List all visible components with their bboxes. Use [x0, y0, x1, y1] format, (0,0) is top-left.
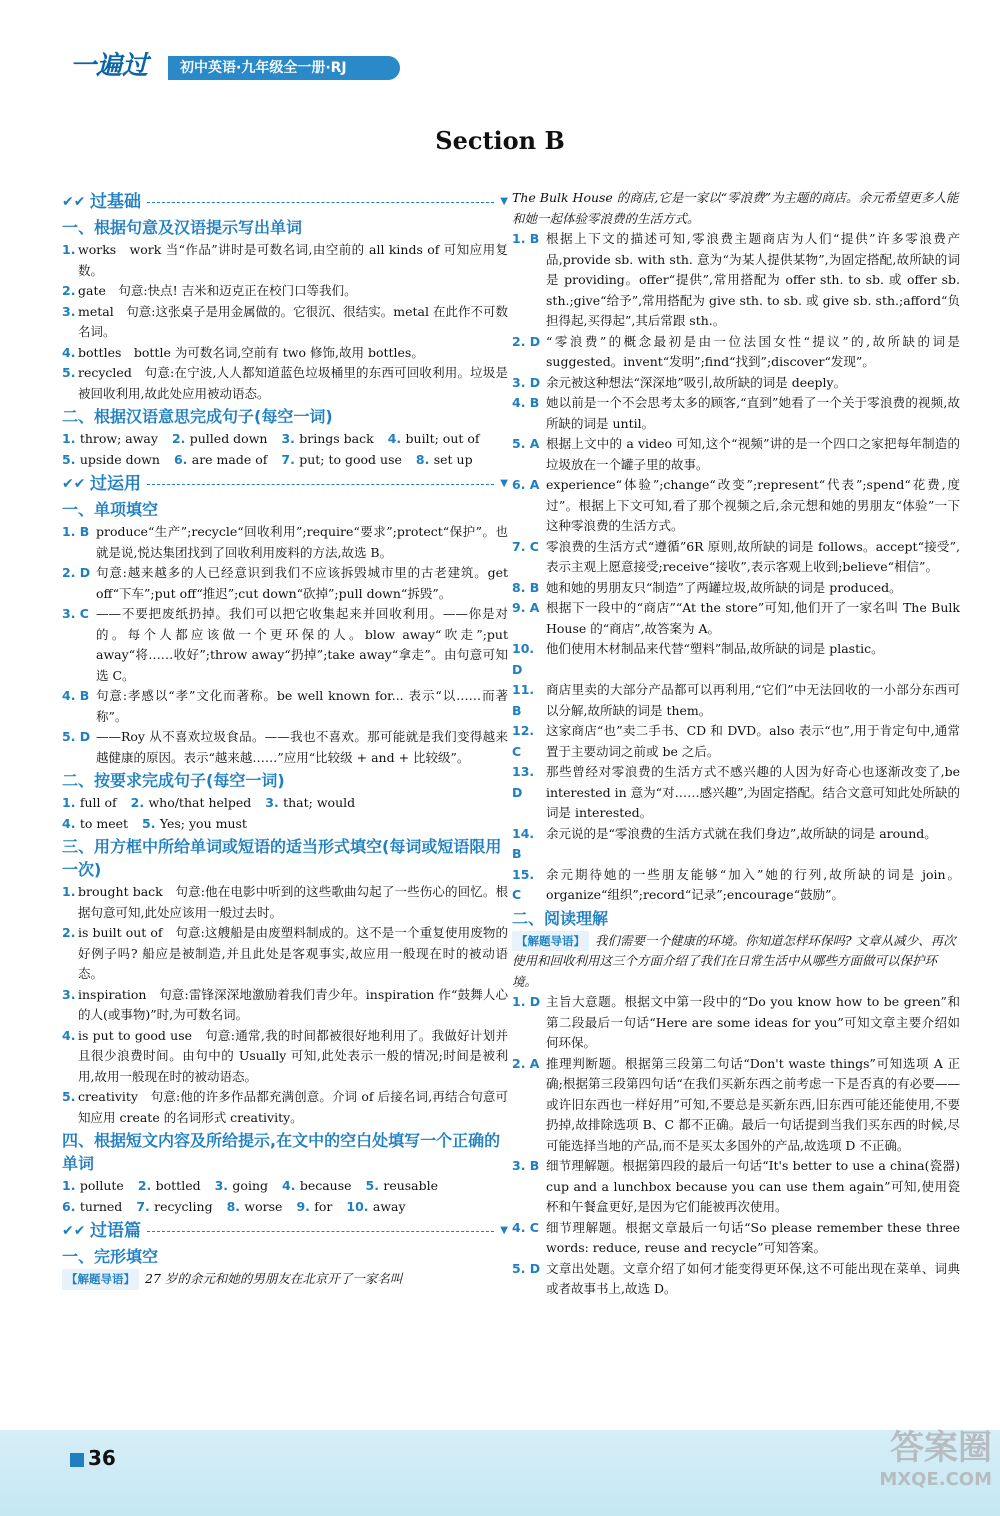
section-header: [62, 190, 508, 214]
answer-item: [512, 475, 960, 537]
item-text: 零浪费的生活方式“遵循”6R 原则,故所缺的词是 follows。accept“接受”,表示主观上愿意接受;receive“接收”,表示客观上收到;believe“相信”。: [546, 538, 960, 574]
guide-label: 【解题导语】: [62, 1269, 139, 1290]
item-number: 3. C: [62, 606, 89, 621]
item-number: 8. B: [512, 579, 540, 595]
answer-item: [62, 923, 508, 985]
item-text: 她和她的男朋友只“制造”了两罐垃圾,故所缺的词是 produced。: [546, 579, 902, 595]
item-text: 细节理解题。根据第四段的最后一句话“It's better to use a china(瓷器) cup and a lunchbox because you can use them again”可知,使用瓷杯和午餐盒更好,是因为它们能被再次使用。: [546, 1158, 960, 1214]
answer-cell: 3. going: [214, 1178, 268, 1193]
answer-cell: 4. to meet: [62, 815, 129, 831]
triangle-down-icon: ▼: [500, 477, 508, 489]
answer-cell: 9. for: [296, 1198, 333, 1214]
answer-item: [512, 1156, 960, 1218]
item-number: 2.: [62, 925, 76, 940]
answer-row: [62, 1197, 508, 1218]
subsection-title: 二、按要求完成句子(每空一词): [62, 771, 285, 790]
section-title: 过运用: [90, 473, 141, 494]
section-title: 过基础: [90, 191, 141, 212]
answer-row: [62, 1176, 508, 1197]
check-icon: ✔✔: [62, 1222, 86, 1239]
answer-item: [512, 1259, 960, 1300]
right-column: [512, 188, 960, 1300]
item-text: 推理判断题。根据第三段第二句话“Don't waste things”可知选项 A 正确;根据第三段第四句话“在我们买新东西之前考虑一下是否真的有必要——或许旧东西也一样好用”可知,不要总是买新东西,旧东西可能还能使用,不要扔掉,故排除选项 B、C 都不正确。最后一句话提到当我们买东西的时候,尽可能选择当地的产品,而不是买太多国外的产品,故选项 D 不正确。: [546, 1055, 960, 1153]
item-number: 7. C: [512, 538, 539, 554]
answer-item: [62, 563, 508, 604]
item-text: inspiration 句意:雷锋深深地激励着我们青少年。inspiration 作“鼓舞人心的人(或事物)”时,为可数名词。: [78, 986, 508, 1022]
guide-label: 【解题导语】: [512, 931, 589, 952]
answer-list: [62, 882, 508, 1128]
answer-item: [512, 373, 960, 394]
answer-cell: 5. reusable: [365, 1178, 439, 1193]
answer-cell: 2. bottled: [137, 1178, 201, 1193]
answer-item: [62, 343, 508, 364]
item-text: 那些曾经对零浪费的生活方式不感兴趣的人因为好奇心也逐渐改变了,be interested in 意为“对……感兴趣”,为固定搭配。结合文意可知此处所缺的词是 interested。: [546, 764, 960, 820]
answer-cell: 2. pulled down: [171, 431, 268, 446]
answer-cell: 8. worse: [226, 1198, 283, 1214]
check-icon: ✔✔: [62, 193, 86, 210]
subsection-title: 二、阅读理解: [512, 908, 609, 928]
answer-cell: 8. set up: [415, 451, 473, 467]
answer-cell: 3. brings back: [281, 431, 374, 446]
answer-list: [62, 429, 508, 470]
answer-item: [62, 1087, 508, 1128]
answer-item: [512, 598, 960, 639]
answer-item: [512, 1218, 960, 1259]
answer-cell: 1. throw; away: [62, 431, 158, 446]
answer-list: [62, 522, 508, 768]
answer-cell: 3. that; would: [265, 795, 356, 810]
item-number: 14. B: [512, 825, 535, 861]
page-title: Section B: [435, 126, 565, 155]
answer-item: [512, 762, 960, 824]
answer-item: [62, 240, 508, 281]
item-text: bottles bottle 为可数名词,空前有 two 修饰,故用 bottles。: [78, 344, 424, 360]
item-number: 4. B: [62, 688, 90, 703]
item-number: 1.: [62, 884, 76, 899]
item-number: 10. D: [512, 641, 535, 677]
answer-item: [512, 824, 960, 865]
answer-item: [512, 537, 960, 578]
answer-item: [512, 229, 960, 332]
brand-logo: 一遍过: [70, 51, 149, 81]
answer-item: [62, 281, 508, 302]
section-header: [62, 1219, 508, 1243]
item-text: 句意:孝感以“孝”文化而著称。be well known for... 表示“以……而著称”。: [96, 688, 508, 724]
item-text: produce“生产”;recycle“回收利用”;require“要求”;protect“保护”。也就是说,悦达集团找到了回收利用废料的方法,故选 B。: [96, 524, 508, 560]
answer-item: [62, 522, 508, 563]
page-marker-icon: [70, 1453, 84, 1467]
section-header: [62, 472, 508, 496]
answer-cell: 4. because: [282, 1178, 352, 1193]
item-number: 1. D: [512, 994, 541, 1009]
answer-item: [512, 578, 960, 599]
answer-list: [62, 240, 508, 404]
item-text: 细节理解题。根据文章最后一句话“So please remember these three words: reduce, reuse and recycle”可知答案。: [546, 1219, 960, 1255]
item-number: 12. C: [512, 723, 535, 759]
subsection-title: 四、根据短文内容及所给提示,在文中的空白处填写一个正确的单词: [62, 1131, 501, 1173]
triangle-down-icon: ▼: [500, 1224, 508, 1236]
book-banner: 初中英语·九年级全一册·RJ: [168, 56, 400, 80]
item-text: 根据上文中的 a video 可知,这个“视频”讲的是一个四口之家把每年制造的垃圾放在一个罐子里的故事。: [546, 436, 960, 472]
answer-item: [512, 1054, 960, 1157]
item-number: 13. D: [512, 764, 535, 800]
item-text: 他们使用木材制品来代替“塑料”制品,故所缺的词是 plastic。: [546, 641, 884, 656]
item-text: gate 句意:快点! 吉米和迈克正在校门口等我们。: [78, 283, 357, 298]
answer-item: [512, 332, 960, 373]
item-number: 15. C: [512, 866, 535, 902]
answer-item: [62, 1026, 508, 1088]
answer-item: [62, 985, 508, 1026]
item-number: 5. A: [512, 436, 540, 451]
item-text: is put to good use 句意:通常,我的时间都被很好地利用了。我做好计划并且很少浪费时间。由句中的 Usually 可知,此处表示一般的情况;时间是被利用,故用一般现在时的被动语态。: [78, 1027, 508, 1084]
item-number: 6. A: [512, 477, 540, 492]
answer-item: [62, 727, 508, 768]
item-text: ——不要把废纸扔掉。我们可以把它收集起来并回收利用。——你是对的。每个人都应该做一个更环保的人。blow away“吹走”;put away“将……收好”;throw away“扔掉”;take away“拿走”。由句意可知选 C。: [96, 606, 508, 683]
item-text: metal 句意:这张桌子是用金属做的。它很沉、很结实。metal 在此作不可数名词。: [78, 303, 508, 339]
item-number: 5. D: [512, 1260, 541, 1276]
guide-continuation: The Bulk House 的商店,它是一家以“零浪费”为主题的商店。余元希望更多人能和她一起体验零浪费的生活方式。: [512, 190, 959, 226]
answer-cell: 7. put; to good use: [281, 451, 402, 467]
item-number: 3.: [62, 986, 76, 1002]
guide-paragraph: [62, 1269, 508, 1290]
item-number: 4. B: [512, 395, 540, 410]
answer-item: [512, 721, 960, 762]
item-number: 3.: [62, 303, 76, 319]
subsection-title: 二、根据汉语意思完成句子(每空一词): [62, 407, 333, 426]
triangle-down-icon: ▼: [500, 195, 508, 207]
answer-row: [62, 450, 508, 471]
answer-list: [512, 229, 960, 906]
item-number: 9. A: [512, 600, 540, 615]
check-icon: ✔✔: [62, 475, 86, 492]
answer-item: [62, 686, 508, 727]
item-number: 2.: [62, 283, 76, 298]
item-text: 文章出处题。文章介绍了如何才能变得更环保,这不可能出现在菜单、词典或者故事书上,故选 D。: [546, 1260, 960, 1296]
subsection-title: 一、完形填空: [62, 1247, 159, 1266]
answer-item: [62, 363, 508, 404]
guide-paragraph: [512, 931, 960, 993]
answer-item: [512, 393, 960, 434]
answer-cell: 1. full of: [62, 795, 117, 810]
item-number: 3. D: [512, 374, 541, 390]
item-text: experience“体验”;change“改变”;represent“代表”;spend“花费,度过”。根据上下文可知,看了那个视频之后,余元想和她的男朋友“体验”一下这种零浪费的生活方式。: [546, 477, 960, 533]
item-text: 句意:越来越多的人已经意识到我们不应该拆毁城市里的古老建筑。get off“下车”;put off“推迟”;cut down“砍掉”;pull down“拆毁”。: [96, 565, 508, 601]
item-number: 11. B: [512, 682, 535, 718]
item-text: ——Roy 从不喜欢垃圾食品。——我也不喜欢。那可能就是我们变得越来越健康的原因。表示“越来越……”应用“比较级 + and + 比较级”。: [96, 729, 508, 765]
item-text: 主旨大意题。根据文中第一段中的“Do you know how to be green”和第二段最后一句话“Here are some ideas for you”可知文章主要介绍如何环保。: [546, 994, 960, 1050]
answer-item: [512, 434, 960, 475]
item-text: is built out of 句意:这艘船是由废塑料制成的。这不是一个重复使用废物的好例子吗? 船应是被制造,并且此处是客观事实,故应用一般现在时的被动语态。: [78, 925, 508, 981]
item-number: 2. A: [512, 1055, 540, 1071]
item-number: 1.: [62, 242, 76, 257]
item-number: 4. C: [512, 1219, 539, 1235]
item-text: works work 当“作品”讲时是可数名词,由空前的 all kinds of 可知应用复数。: [78, 242, 508, 278]
item-text: “零浪费”的概念最初是由一位法国女性“提议”的,故所缺的词是 suggested。invent“发明”;find“找到”;discover“发现”。: [546, 333, 960, 369]
answer-list: [512, 992, 960, 1300]
answer-list: [62, 793, 508, 834]
item-text: 商店里卖的大部分产品都可以再利用,“它们”中无法回收的一小部分东西可以分解,故所缺的词是 them。: [546, 682, 960, 718]
left-column: [62, 188, 508, 1290]
header: [0, 48, 410, 86]
guide-text: 我们需要一个健康的环境。你知道怎样环保吗? 文章从减少、再次使用和回收利用这三个方面介绍了我们在日常生活中从哪些方面做可以保护环境。: [512, 932, 956, 989]
item-number: 1. B: [62, 524, 90, 539]
answer-list: [62, 1176, 508, 1217]
answer-item: [512, 680, 960, 721]
answer-item: [62, 604, 508, 686]
answer-cell: 7. recycling: [136, 1198, 213, 1214]
answer-row: [62, 429, 508, 450]
item-number: 5. D: [62, 729, 91, 744]
answer-cell: 1. pollute: [62, 1178, 124, 1193]
answer-cell: 6. are made of: [173, 451, 268, 467]
answer-item: [62, 302, 508, 343]
item-text: 余元说的是“零浪费的生活方式就在我们身边”,故所缺的词是 around。: [546, 825, 937, 841]
answer-row: [62, 814, 508, 835]
item-number: 4.: [62, 1027, 76, 1043]
item-number: 3. B: [512, 1158, 540, 1173]
item-number: 4.: [62, 344, 76, 360]
answer-item: [512, 639, 960, 680]
item-number: 2. D: [62, 565, 91, 580]
answer-row: [62, 793, 508, 814]
item-text: 余元期待她的一些朋友能够“加入”她的行列,故所缺的词是 join。organize“组织”;record“记录”;encourage“鼓励”。: [546, 866, 960, 902]
subsection-title: 一、单项填空: [62, 500, 159, 519]
answer-item: [62, 882, 508, 923]
guide-text: 27 岁的余元和她的男朋友在北京开了一家名叫: [145, 1271, 403, 1286]
item-text: 根据上下文的描述可知,零浪费主题商店为人们“提供”许多零浪费产品,provide sb. with sth. 意为“为某人提供某物”,为固定搭配,故所缺的词是 providing。offer“提供”,常用搭配为 offer sth. to sb. 或 offer sb. sth.;give“给予”,常用搭配为 give sth. to sb. 或 give sb. sth.;afford“负担得起,买得起”,其后常跟 sth.。: [546, 231, 960, 328]
item-number: 5.: [62, 1089, 76, 1104]
subsection-title: 三、用方框中所给单词或短语的适当形式填空(每词或短语限用一次): [62, 837, 502, 879]
answer-item: [512, 865, 960, 906]
item-text: recycled 句意:在宁波,人人都知道蓝色垃圾桶里的东西可回收利用。垃圾是被回收利用,故此处应用被动语态。: [78, 365, 508, 401]
answer-cell: 4. built; out of: [387, 431, 480, 446]
item-text: 根据下一段中的“商店”“At the store”可知,他们开了一家名叫 The Bulk House 的“商店”,故答案为 A。: [546, 600, 960, 636]
answer-cell: 6. turned: [62, 1198, 123, 1214]
item-number: 2. D: [512, 333, 541, 349]
answer-cell: 5. upside down: [62, 451, 160, 467]
item-text: brought back 句意:他在电影中听到的这些歌曲勾起了一些伤心的回忆。根据句意可知,此处应该用一般过去时。: [78, 884, 508, 920]
subsection-title: 一、根据句意及汉语提示写出单词: [62, 218, 303, 237]
answer-cell: 10. away: [346, 1198, 406, 1214]
watermark: 答案圈 MXQE.COM: [879, 1428, 992, 1490]
item-text: creativity 句意:他的许多作品都充满创意。介词 of 后接名词,再结合句意可知应用 create 的名词形式 creativity。: [78, 1089, 508, 1125]
section-title: 过语篇: [90, 1220, 141, 1241]
item-text: 她以前是一个不会思考太多的顾客,“直到”她看了一个关于零浪费的视频,故所缺的词是 until。: [546, 395, 960, 431]
item-number: 5.: [62, 365, 76, 380]
answer-cell: 5. Yes; you must: [142, 815, 247, 831]
item-text: 这家商店“也”卖二手书、CD 和 DVD。also 表示“也”,用于肯定句中,通常置于主要动词之前或 be 之后。: [546, 723, 960, 759]
item-number: 1. B: [512, 231, 540, 246]
answer-item: [512, 992, 960, 1054]
page-number: 36: [70, 1446, 116, 1470]
answer-cell: 2. who/that helped: [130, 795, 252, 810]
item-text: 余元被这种想法“深深地”吸引,故所缺的词是 deeply。: [546, 374, 847, 390]
